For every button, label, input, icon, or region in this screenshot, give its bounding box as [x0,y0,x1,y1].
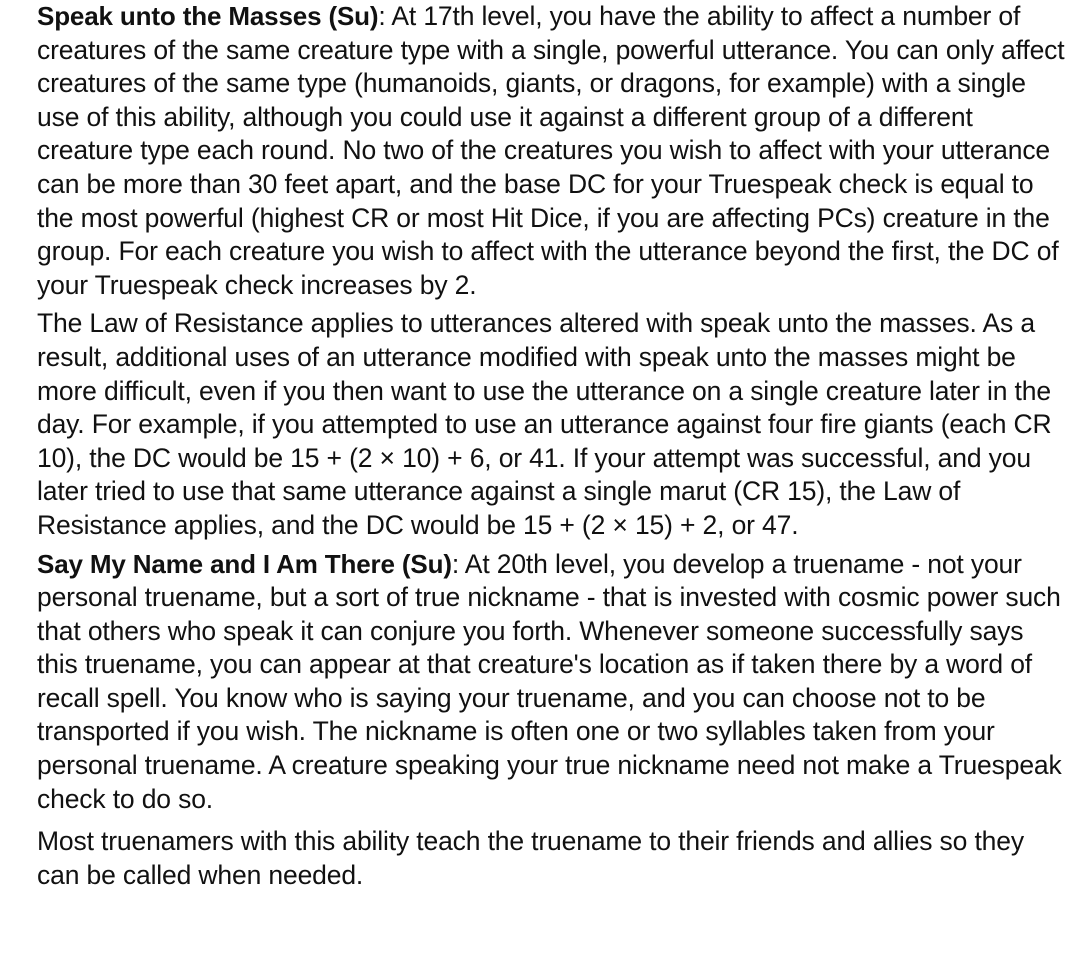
ability-heading-say-my-name: Say My Name and I Am There (Su) [37,548,452,579]
document-body [37,0,1067,897]
paragraph-text: The Law of Resistance applies to utterances altered with speak unto the masses. As a result, additional uses of an utterance modified with speak unto the masses might be more difficult, even if you then want to use the utterance on a single creature later in the day. For example, if you attempted to use an utterance against four fire giants (each CR 10), the DC would be 15 + (2 × 10) + 6, or 41. If your attempt was successful, and you later tried to use that same utterance against a single marut (CR 15), the Law of Resistance applies, and the DC would be 15 + (2 × 15) + 2, or 47. [37,308,1052,540]
paragraph-text: : At 20th level, you develop a truename - not your personal truename, but a sort of true nickname - that is invested with cosmic power such that others who speak it can conjure you forth. Whenever someone successfully says this truename, you can appear at that creature's location as if taken there by a word of recall spell. You know who is saying your truename, and you can choose not to be transported if you wish. The nickname is often one or two syllables taken from your personal truename. A creature speaking your true nickname need not make a Truespeak check to do so. [37,548,1062,814]
paragraph-say-my-name [37,548,1067,817]
paragraph-truename-allies [37,825,1067,892]
paragraph-speak-unto-the-masses [37,0,1067,302]
paragraph-law-of-resistance [37,307,1067,542]
ability-heading-speak-unto-the-masses: Speak unto the Masses (Su) [37,1,379,31]
paragraph-text: Most truenamers with this ability teach the truename to their friends and allies so they can be called when needed. [37,826,1024,890]
paragraph-text: : At 17th level, you have the ability to affect a number of creatures of the same creature type with a single, powerful utterance. You can only affect creatures of the same type (humanoids, giants, or dragons, for example) with a single use of this ability, although you could use it against a different group of a different creature type each round. No two of the creatures you wish to affect with your utterance can be more than 30 feet apart, and the base DC for your Truespeak check is equal to the most powerful (highest CR or most Hit Dice, if you are affecting PCs) creature in the group. For each creature you wish to affect with the utterance beyond the first, the DC of your Truespeak check increases by 2. [37,1,1065,300]
